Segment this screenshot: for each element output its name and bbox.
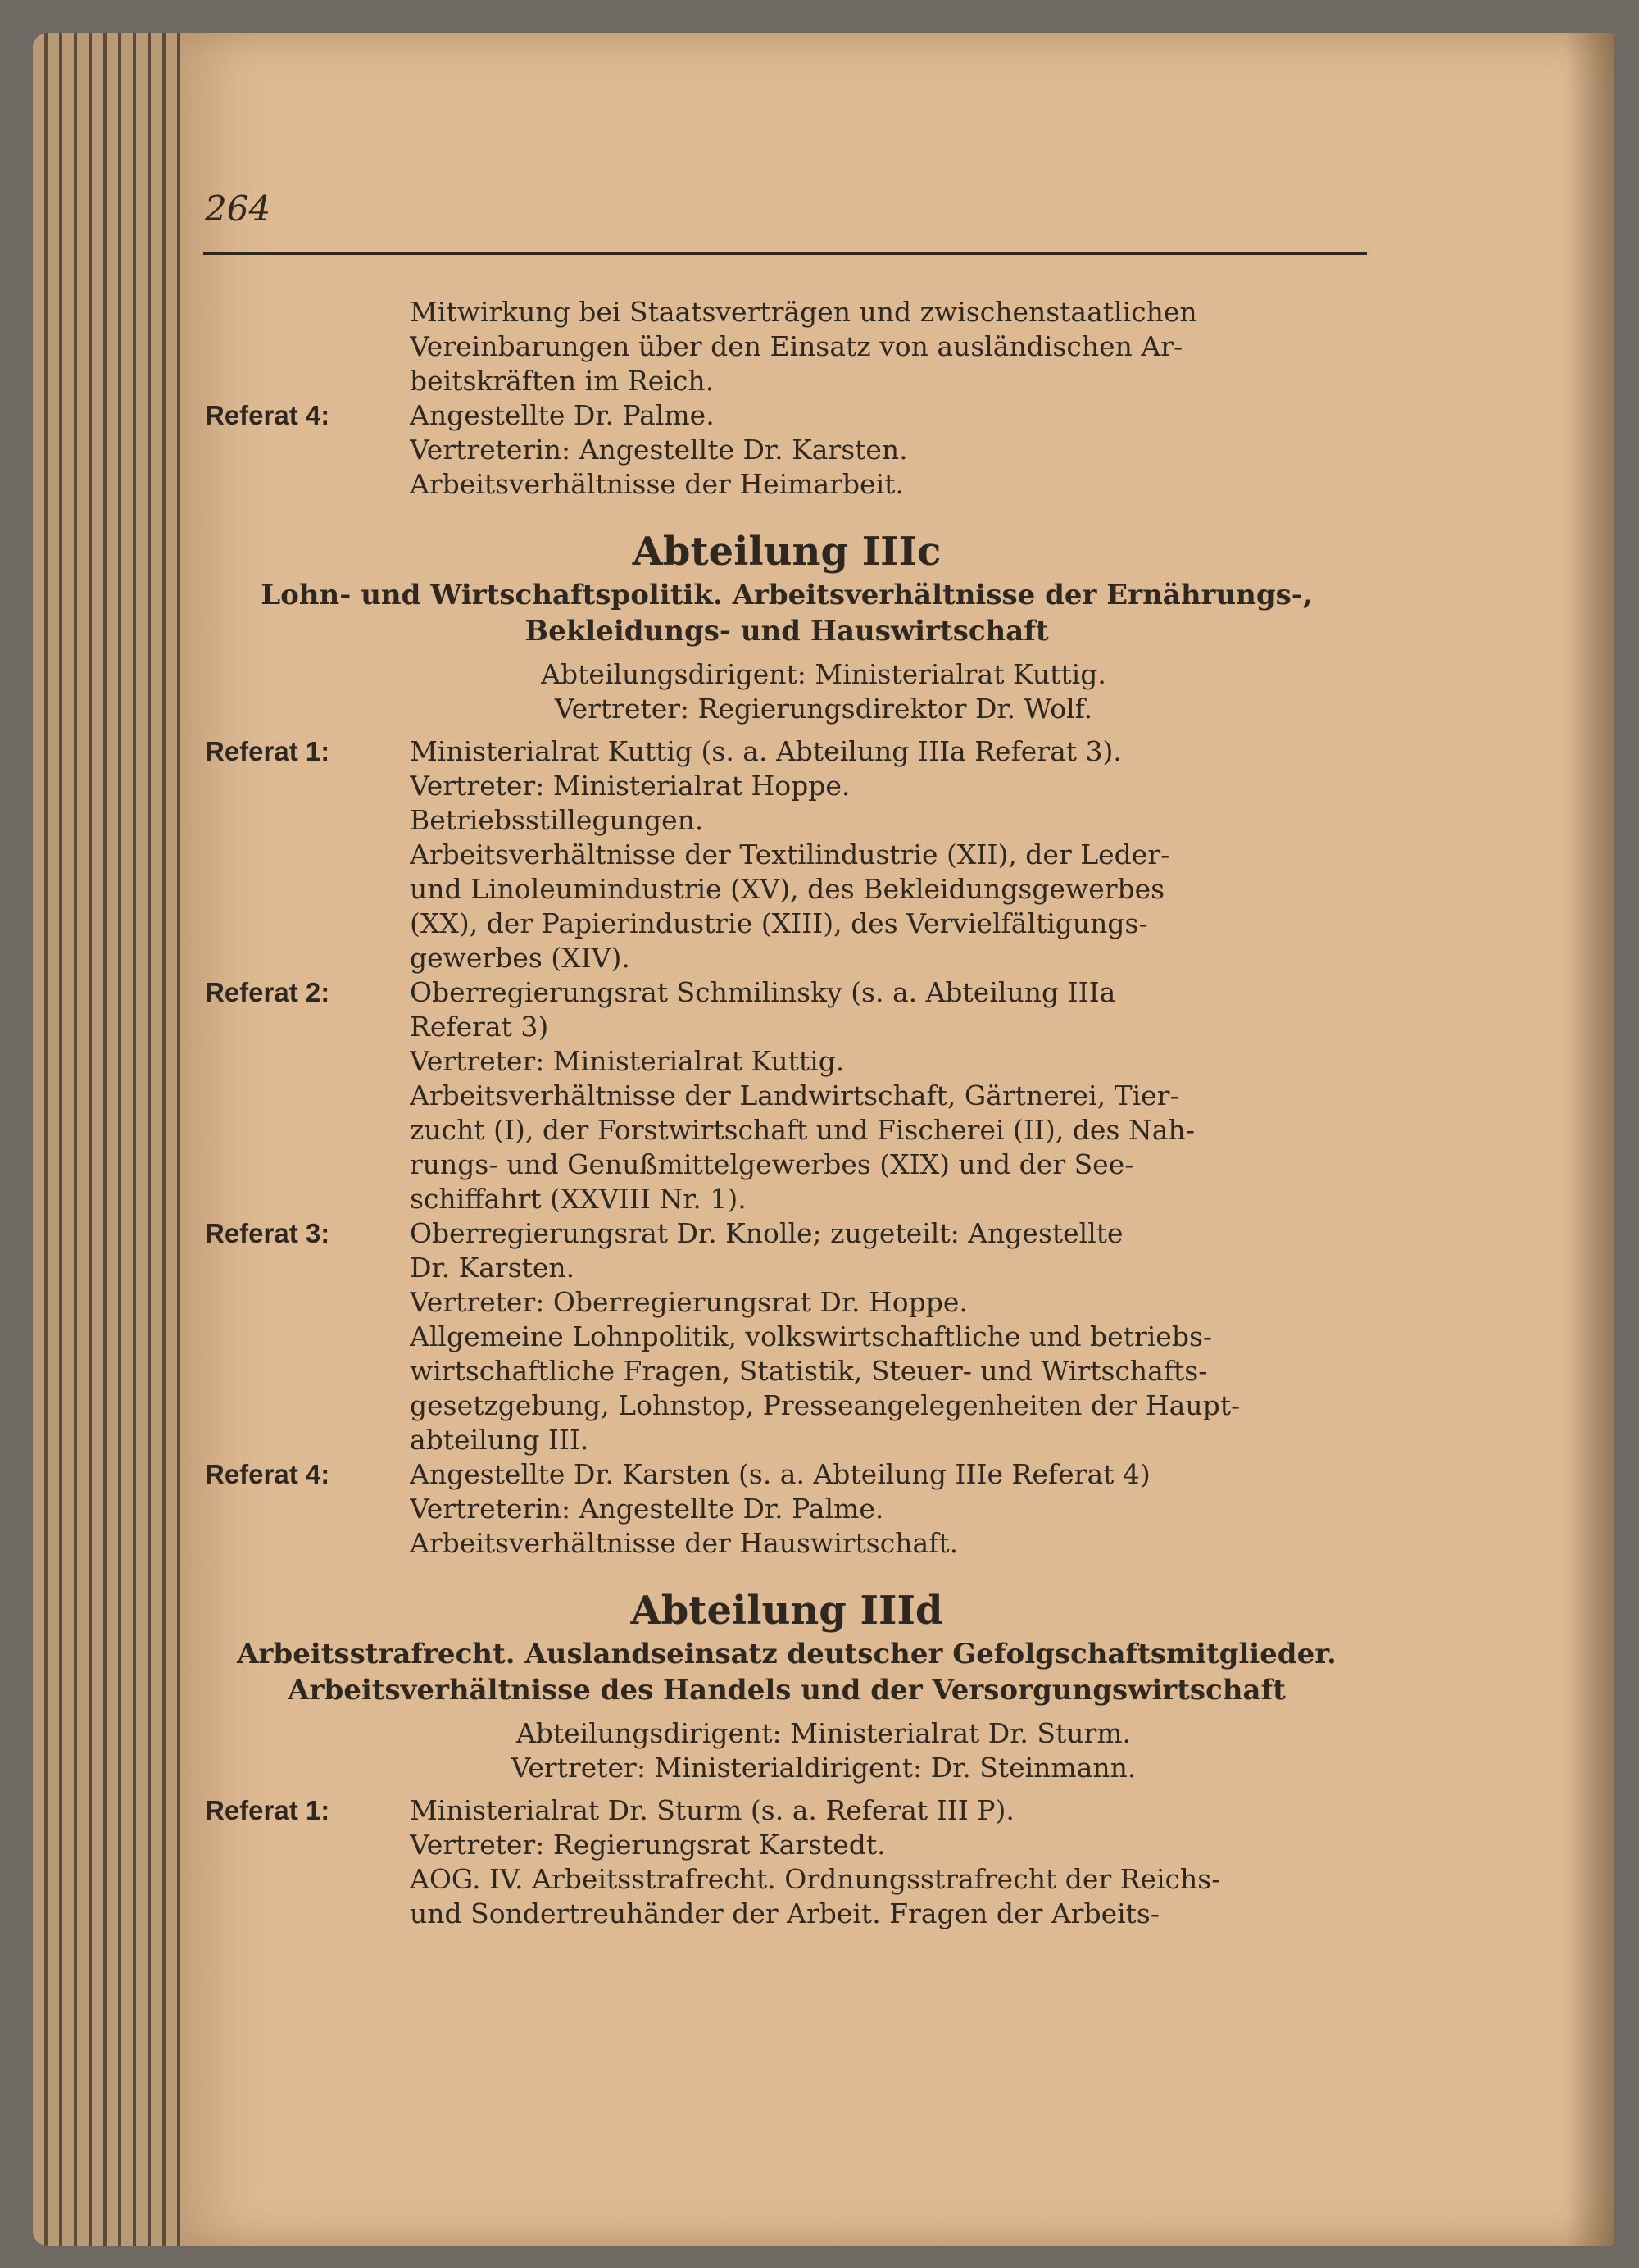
leader-line: Vertreter: Regierungsdirektor Dr. Wolf.	[554, 693, 1093, 725]
text-line: und Linoleumindustrie (XV), des Bekleidungsgewerbes	[410, 873, 1165, 905]
page-number: 264	[205, 189, 271, 229]
section-subtitle	[205, 1636, 1369, 1708]
header-rule	[203, 252, 1367, 255]
text-line: Oberregierungsrat Schmilinsky (s. a. Abteilung IIIa	[410, 976, 1116, 1008]
referat-label: Referat 1:	[205, 1795, 330, 1825]
subtitle-line: Arbeitsstrafrecht. Auslandseinsatz deutscher Gefolgschaftsmitglieder.	[237, 1638, 1337, 1670]
text-line: AOG. IV. Arbeitsstrafrecht. Ordnungsstrafrecht der Reichs-	[410, 1863, 1221, 1895]
text-line: wirtschaftliche Fragen, Statistik, Steuer- und Wirtschafts-	[410, 1355, 1208, 1387]
department-leaders	[205, 657, 1369, 726]
text-line: Referat 3)	[410, 1011, 549, 1043]
text-line: (XX), der Papierindustrie (XIII), des Vervielfältigungs-	[410, 907, 1148, 939]
text-line: Angestellte Dr. Palme.	[410, 399, 715, 431]
text-line: beitskräften im Reich.	[410, 365, 715, 397]
page-content	[205, 295, 1369, 1931]
referat-entry	[205, 398, 1369, 502]
text-line: Arbeitsverhältnisse der Textilindustrie (XII), der Leder-	[410, 839, 1170, 870]
text-line: Arbeitsverhältnisse der Heimarbeit.	[410, 468, 904, 500]
subtitle-line: Arbeitsverhältnisse des Handels und der Versorgungswirtschaft	[288, 1674, 1286, 1707]
subtitle-line: Bekleidungs- und Hauswirtschaft	[524, 615, 1049, 648]
page-edges	[33, 33, 197, 2246]
text-line: Vertreterin: Angestellte Dr. Palme.	[410, 1493, 884, 1525]
referat-entry	[205, 975, 1369, 1216]
text-line: und Sondertreuhänder der Arbeit. Fragen der Arbeits-	[410, 1898, 1160, 1929]
text-line: Oberregierungsrat Dr. Knolle; zugeteilt: Angestellte	[410, 1217, 1124, 1249]
text-line: Mitwirkung bei Staatsverträgen und zwischenstaatlichen	[410, 296, 1197, 328]
text-line: Vertreter: Ministerialrat Hoppe.	[410, 770, 851, 802]
text-line: gewerbes (XIV).	[410, 942, 630, 974]
text-line: Dr. Karsten.	[410, 1252, 575, 1284]
continuation-block	[205, 295, 1369, 398]
referat-entry	[205, 734, 1369, 975]
referat-entry	[205, 1793, 1369, 1931]
section-subtitle	[205, 577, 1369, 649]
text-line: rungs- und Genußmittelgewerbes (XIX) und der See-	[410, 1148, 1134, 1180]
referat-entry	[205, 1216, 1369, 1457]
leader-line: Abteilungsdirigent: Ministerialrat Kuttig.	[541, 658, 1106, 690]
section-heading: Abteilung IIId	[630, 1588, 943, 1634]
referat-label: Referat 3:	[205, 1218, 330, 1248]
section-heading: Abteilung IIIc	[632, 529, 942, 575]
text-line: Vereinbarungen über den Einsatz von ausländischen Ar-	[410, 330, 1183, 362]
referat-label: Referat 1:	[205, 736, 330, 766]
text-line: Angestellte Dr. Karsten (s. a. Abteilung IIIe Referat 4)	[410, 1458, 1151, 1490]
spine-shadow	[1565, 33, 1614, 2246]
text-line: Arbeitsverhältnisse der Landwirtschaft, Gärtnerei, Tier-	[410, 1079, 1179, 1111]
referat-label: Referat 4:	[205, 400, 330, 430]
department-leaders	[205, 1716, 1369, 1785]
text-line: Ministerialrat Kuttig (s. a. Abteilung IIIa Referat 3).	[410, 735, 1122, 767]
subtitle-line: Lohn- und Wirtschaftspolitik. Arbeitsverhältnisse der Ernährungs-,	[261, 579, 1313, 611]
referat-entry	[205, 1457, 1369, 1561]
text-line: zucht (I), der Forstwirtschaft und Fischerei (II), des Nah-	[410, 1114, 1195, 1146]
text-line: Vertreter: Oberregierungsrat Dr. Hoppe.	[410, 1286, 968, 1318]
referat-label: Referat 4:	[205, 1459, 330, 1489]
text-line: Betriebsstillegungen.	[410, 804, 704, 836]
text-line: Vertreter: Ministerialrat Kuttig.	[410, 1045, 845, 1077]
text-line: Vertreterin: Angestellte Dr. Karsten.	[410, 434, 908, 466]
text-line: abteilung III.	[410, 1424, 589, 1456]
leader-line: Vertreter: Ministerialdirigent: Dr. Steinmann.	[511, 1752, 1137, 1784]
leader-line: Abteilungsdirigent: Ministerialrat Dr. Sturm.	[515, 1717, 1132, 1749]
text-line: Arbeitsverhältnisse der Hauswirtschaft.	[410, 1527, 959, 1559]
referat-label: Referat 2:	[205, 977, 330, 1007]
text-line: Vertreter: Regierungsrat Karstedt.	[410, 1829, 886, 1861]
text-line: Allgemeine Lohnpolitik, volkswirtschaftliche und betriebs-	[410, 1320, 1213, 1352]
text-line: Ministerialrat Dr. Sturm (s. a. Referat III P).	[410, 1794, 1015, 1826]
text-line: gesetzgebung, Lohnstop, Presseangelegenheiten der Haupt-	[410, 1389, 1241, 1421]
text-line: schiffahrt (XXVIII Nr. 1).	[410, 1183, 747, 1215]
